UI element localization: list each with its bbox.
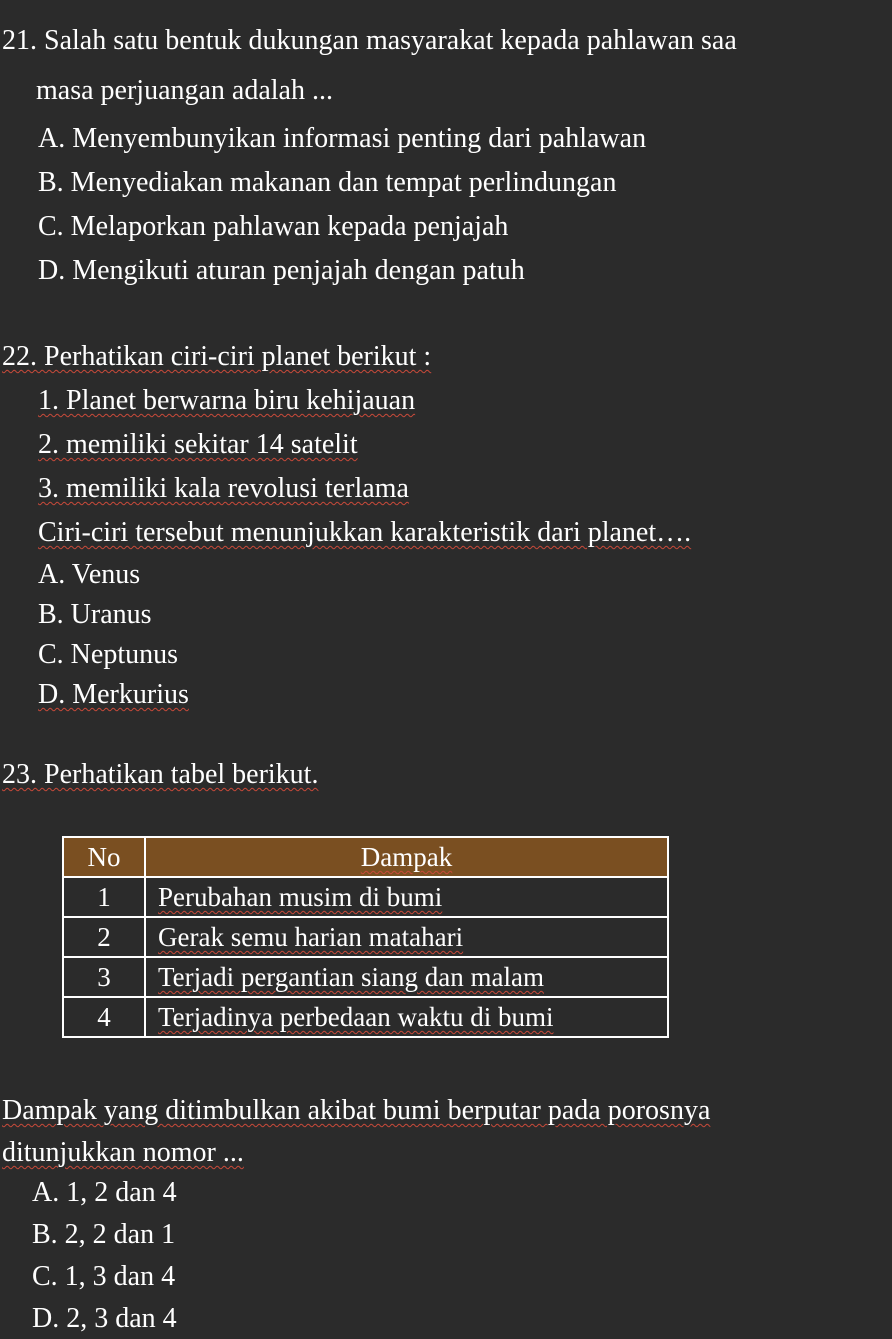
q21-option-a: A. Menyembunyikan informasi penting dari pahlawan [38, 123, 647, 154]
q21-option-b: B. Menyediakan makanan dan tempat perlindungan [38, 167, 617, 198]
q23-question-line2: ditunjukkan nomor ... [2, 1137, 244, 1168]
q23-stem: 23. Perhatikan tabel berikut. [2, 759, 319, 790]
q21-option-c: C. Melaporkan pahlawan kepada penjajah [38, 211, 509, 242]
table-row [63, 957, 668, 997]
q22-trait-3: 3. memiliki kala revolusi terlama [38, 473, 409, 504]
table-cell-no: 1 [63, 877, 145, 917]
table-cell-no: 3 [63, 957, 145, 997]
table-header-no: No [63, 837, 145, 877]
q22-option-c: C. Neptunus [38, 639, 178, 670]
q22-trait-2: 2. memiliki sekitar 14 satelit [38, 429, 358, 460]
q22-question: Ciri-ciri tersebut menunjukkan karakteristik dari planet…. [38, 517, 692, 548]
table-row [63, 877, 668, 917]
table-cell-dampak: Perubahan musim di bumi [145, 877, 668, 917]
q21-stem-line2: masa perjuangan adalah ... [36, 75, 333, 106]
table-row [63, 917, 668, 957]
q23-question-line1: Dampak yang ditimbulkan akibat bumi berputar pada porosnya [2, 1095, 711, 1126]
table-cell-no: 2 [63, 917, 145, 957]
q23-option-b: B. 2, 2 dan 1 [32, 1219, 176, 1250]
q23-option-c: C. 1, 3 dan 4 [32, 1261, 176, 1292]
table-cell-dampak: Terjadi pergantian siang dan malam [145, 957, 668, 997]
q23-option-d: D. 2, 3 dan 4 [32, 1303, 177, 1334]
q21-stem-line1: 21. Salah satu bentuk dukungan masyarakat kepada pahlawan saa [2, 25, 737, 56]
q21-option-d: D. Mengikuti aturan penjajah dengan patuh [38, 255, 525, 286]
q22-option-b: B. Uranus [38, 599, 152, 630]
table-header-row [63, 837, 668, 877]
q23-option-a: A. 1, 2 dan 4 [32, 1177, 177, 1208]
table-cell-dampak: Gerak semu harian matahari [145, 917, 668, 957]
q22-option-a: A. Venus [38, 559, 141, 590]
table-row [63, 997, 668, 1037]
q22-stem: 22. Perhatikan ciri-ciri planet berikut : [2, 341, 432, 372]
table-header-dampak: Dampak [145, 837, 668, 877]
q22-option-d: D. Merkurius [38, 679, 189, 710]
q22-trait-1: 1. Planet berwarna biru kehijauan [38, 385, 416, 416]
table-cell-dampak: Terjadinya perbedaan waktu di bumi [145, 997, 668, 1037]
table-cell-no: 4 [63, 997, 145, 1037]
dampak-table [62, 836, 669, 1038]
